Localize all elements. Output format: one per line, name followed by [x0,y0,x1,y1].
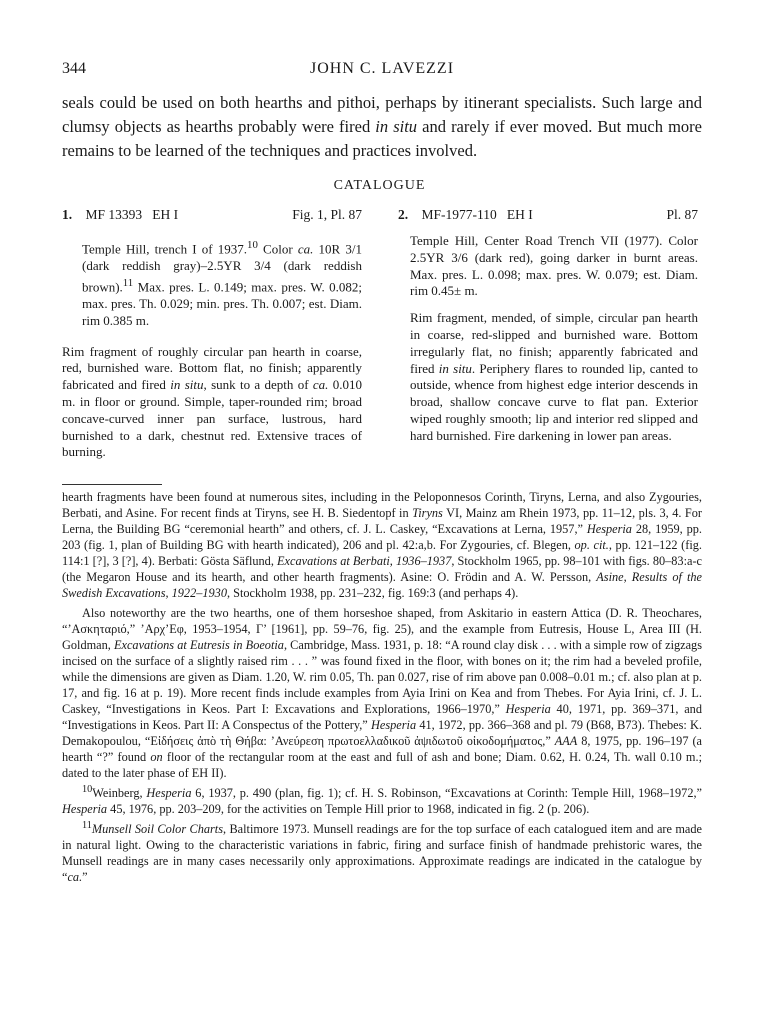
footnote-10: $^{10}$Weinberg, Hesperia 6, 1937, p. 490 (plan, fig. 1); cf. H. S. Robinson, “Excavations at Corinth: Temple Hill, 1968–1972,” Hesperia 45, 1976, pp. 203–209, for the activities on Temple Hill prior to 1968, indicated in fig. 2 (p. 206). [62,784,703,817]
entry-2-title: MF-1977-110 EH I [421,207,533,222]
catalogue-entry-1 [62,207,362,461]
entry-2-body: Rim fragment, mended, of simple, circular pan hearth in coarse, red-slipped and burnished ware. Bottom irregularly flat, no finish; apparently fabricated and fired in situ. Periphery flares to rounded lip, canted to outside, whence from highest edge interior descends in broad, shallow concave curve to flat pan. Exterior wiped roughly smooth; lip and interior red slipped and hard burnished. Fire darkening in lower pan areas. [410,310,698,443]
footnote-11: $^{11}$Munsell Soil Color Charts, Baltimore 1973. Munsell readings are for the top surface of each catalogued item and are made in natural light. Owing to the characteristic variations in fabric, firing and surface finish of handmade prehistoric wares, the Munsell readings are in many cases necessarily only approximations. Approximate readings are indicated in the catalogue by “ca.” [62,820,702,885]
footnote-paragraph-hearths: Also noteworthy are the two hearths, one of them horseshoe shaped, from Askitario in eastern Attica (D. R. Theochares, “’Ασκηταριό,” ’Αρχ’Εφ, 1953–1954, Γ’ [1961], pp. 59–76, fig. 25), and the example from Eutresis, House L, Area III (H. Goldman, Excavations at Eutresis in Boeotia, Cambridge, Mass. 1931, p. 18: “A round clay disk . . . with a simple row of zigzags incised on the surface of a slightly raised rim . . . ” was found fixed in the floor, with bones on it; the rim had a beveled profile, while the dimensions are given as Diam. 1.20, W. rim 0.05, Th. pan 0.027, rise of rim above pan 0.008–0.01 m.; cf. also plan at p. 17, and fig. 16 at p. 19). More recent finds include examples from Ayia Irini on Kea and from Thebes. For Ayia Irini, cf. J. L. Caskey, “Investigations in Keos. Part I: Excavations and Explorations, 1966–1970,” Hesperia 40, 1971, pp. 369–371, and “Investigations in Keos. Part II: A Conspectus of the Pottery,” Hesperia 41, 1972, pp. 366–368 and pl. 79 (B68, B73). Thebes: K. Demakopoulou, “Εἰδήσεις ἀπὸ τὴ Θήβα: ’Ανεύρεση πρωτοελλαδικοῦ ἀψιδωτοῦ οἰκοδομήματος,” AAA 8, 1975, pp. 196–197 (a hearth “?” found on floor of the rectangular room at the east and full of ash and bone; Diam. 0.62, H. 0.24, Th. wall 0.10 m.; dated to the later phase of EH II). [62,606,702,780]
entry-1-description: Temple Hill, trench I of 1937.10 Color ca. 10R 3/1 (dark reddish gray)–2.5YR 3/4 (dark reddish brown).$^{11}$ Max. pres. L. 0.149; max. pres. W. 0.082; max. pres. Th. 0.029; min. pres. Th. 0.007; est. Diam. rim 0.385 m. [82,239,362,328]
entry-2-number: 2. [398,207,409,222]
entry-1-title: MF 13393 EH I [85,207,179,222]
entry-2-heading [398,207,698,227]
catalogue-entry-2 [398,207,698,445]
intro-paragraph: seals could be used on both hearths and pithoi, perhaps by itinerant specialists. Such large and clumsy objects as hearths probably were fired in situ and rarely if ever moved. But much more remains to be learned of the techniques and practices involved. [62,93,702,160]
footnote-continuation: hearth fragments have been found at numerous sites, including in the Peloponnesos Corinth, Tiryns, Lerna, and also Zygouries, Berbati, and Asine. For recent finds at Tiryns, see H. B. Siedentopf in Tiryns VI, Mainz am Rhein 1973, pp. 11–12, pls. 3, 4. For Lerna, the Building BG “ceremonial hearth” and others, cf. J. L. Caskey, “Excavations at Lerna, 1957,” Hesperia 28, 1959, pp. 203 (fig. 1, plan of Building BG with hearth indicated), 206 and pl. 42:a,b. For Zygouries, cf. Blegen, op. cit., pp. 121–122 (fig. 114:1 [?], 3 [?], 4). Berbati: Gösta Säflund, Excavations at Berbati, 1936–1937, Stockholm 1965, pp. 98–101 with figs. 80–83:a-c (the Megaron House and its hearth, and other hearth fragments). Asine: O. Frödin and A. W. Persson, Asine, Results of the Swedish Excavations, 1922–1930, Stockholm 1938, pp. 231–232, fig. 169:3 (and perhaps 4). [62,490,702,600]
entry-2-figure-ref: Pl. 87 [666,207,698,222]
footnote-ref-10: 10 [247,239,258,251]
footnote-ref-11: 11 [122,276,134,289]
entry-2-description: Temple Hill, Center Road Trench VII (1977). Color 2.5YR 3/6 (dark red), going darker in burnt areas. Max. pres. L. 0.098; max. pres. W. 0.079; est. Diam. rim 0.45± m. [410,233,698,299]
running-head [62,60,702,84]
entry-1-figure-ref: Fig. 1, Pl. 87 [292,207,362,222]
entry-1-heading [62,207,362,227]
page-number: 344 [62,60,86,77]
running-author: JOHN C. LAVEZZI [309,60,455,77]
entry-1-number: 1. [62,207,73,222]
entry-1-body: Rim fragment of roughly circular pan hearth in coarse, red, burnished ware. Bottom flat, no finish; apparently fabricated and fired in situ, sunk to a depth of ca. 0.010 m. in floor or ground. Simple, taper-rounded rim; broad concave-curved inner pan surface, lustrous, hard burnished to a dark, chestnut red. Extensive traces of burning. [62,343,363,460]
footnotes [62,489,702,886]
catalogue-heading: CATALOGUE [333,178,426,193]
footnote-divider [62,484,162,485]
